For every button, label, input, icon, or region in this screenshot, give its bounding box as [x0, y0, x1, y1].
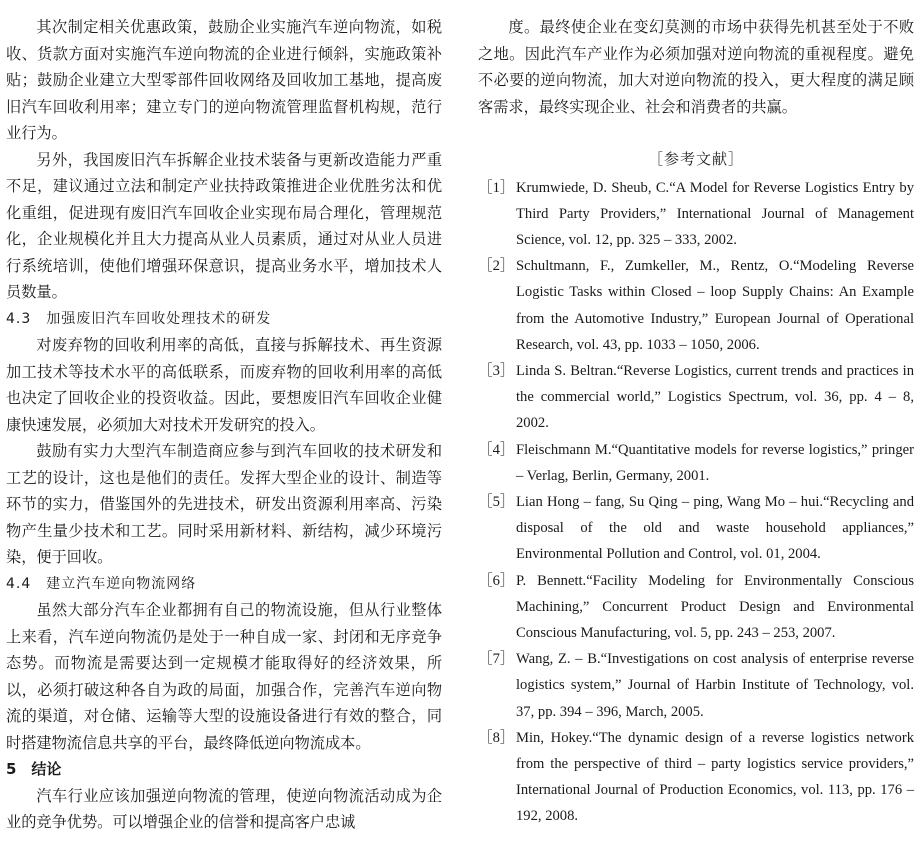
paragraph-network: 虽然大部分汽车企业都拥有自己的物流设施，但从行业整体上来看，汽车逆向物流仍是处于一种自成一家、封闭和无序竞争态势。而物流是需要达到一定规模才能取得好的经济效果，所以，必须打破这种各自为政的局面，加强合作，完善汽车逆向物流的渠道，对仓储、运输等大型的设施设备进行有效的整合，同时搭建物流信息共享的平台，最终降低逆向物流成本。: [6, 601, 442, 752]
section-4-4-heading: 4.4 建立汽车逆向物流网络: [6, 575, 197, 592]
reference-number: ［1］: [478, 179, 515, 196]
references-heading: ［参考文献］: [647, 150, 744, 168]
reference-item: [478, 489, 914, 568]
reference-number: ［8］: [478, 729, 515, 746]
reference-item: [478, 175, 914, 254]
reference-text: Schultmann, F., Zumkeller, M., Rentz, O.“Modeling Reverse Logistic Tasks within Closed – loop Supply Chains: An Example from the Automotive Industry,” European Journal of Operational Research, vol. 43, pp. 1033 – 1050, 2006.: [516, 258, 914, 353]
reference-list: [478, 175, 914, 830]
reference-item: [478, 437, 914, 489]
paragraph-conclusion-continued: 度。最终使企业在变幻莫测的市场中获得先机甚至处于不败之地。因此汽车产业作为必须加强对逆向物流的重视程度。避免不必要的逆向物流，加大对逆向物流的投入，更大程度的满足顾客需求，最终实现企业、社会和消费者的共赢。: [478, 18, 914, 116]
reference-number: ［3］: [478, 362, 515, 379]
reference-number: ［7］: [478, 651, 515, 668]
paragraph-recycling-rate: 对废弃物的回收利用率的高低，直接与拆解技术、再生资源加工技术等技术水平的高低联系，而废弃物的回收利用率的高低也决定了回收企业的投资收益。因此，要想废旧汽车回收企业健康快速发展，必须加大对技术开发研究的投入。: [6, 336, 442, 434]
reference-item: [478, 725, 914, 830]
reference-text: Linda S. Beltran.“Reverse Logistics, current trends and practices in the commercial world,” Logistics Spectrum, vol. 36, pp. 4 – 8, 2002.: [516, 362, 914, 432]
reference-text: P. Bennett.“Facility Modeling for Environmentally Conscious Machining,” Concurrent Product Design and Environmental Conscious Manufacturing, vol. 5, pp. 243 – 253, 2007.: [516, 572, 914, 641]
paragraph-upgrade: 另外，我国废旧汽车拆解企业技术装备与更新改造能力严重不足，建议通过立法和制定产业扶持政策推进企业优胜劣汰和优化重组，促进现有废旧汽车回收企业实现布局合理化，管理规范化，企业规模化并且大力提高从业人员素质，通过对从业人员进行系统培训，使他们增强环保意识，提高业务水平，增加技术人员数量。: [6, 150, 442, 301]
reference-number: ［6］: [478, 572, 515, 589]
reference-text: Fleischmann M.“Quantitative models for reverse logistics,” pringer – Verlag, Berlin, Germany, 2001.: [516, 441, 914, 484]
reference-text: Min, Hokey.“The dynamic design of a reverse logistics network from the perspective of third – party logistics service providers,” International Journal of Production Economics, vol. 113, pp. 176 – 192, 2008.: [516, 729, 914, 825]
section-5-heading: 5 结论: [6, 760, 62, 778]
paragraph-conclusion: 汽车行业应该加强逆向物流的管理，使逆向物流活动成为企业的竞争优势。可以增强企业的信誉和提高客户忠诚: [6, 786, 442, 831]
reference-text: Krumwiede, D. Sheub, C.“A Model for Reverse Logistics Entry by Third Party Providers,” International Journal of Management Science, vol. 12, pp. 325 – 333, 2002.: [516, 179, 914, 248]
reference-text: Lian Hong – fang, Su Qing – ping, Wang Mo – hui.“Recycling and disposal of the old and waste household appliances,” Environmental Pollution and Control, vol. 01, 2004.: [516, 493, 914, 563]
reference-item: [478, 358, 914, 437]
reference-item: [478, 253, 914, 358]
reference-item: [478, 568, 914, 647]
right-column: [478, 14, 914, 830]
reference-number: ［2］: [478, 258, 515, 275]
reference-number: ［4］: [478, 441, 515, 458]
paragraph-policy: 其次制定相关优惠政策，鼓励企业实施汽车逆向物流，如税收、货款方面对实施汽车逆向物流的企业进行倾斜，实施政策补贴；鼓励企业建立大型零部件回收网络及回收加工基地，提高废旧汽车回收利用率；建立专门的逆向物流管理监督机构规，范行业行为。: [6, 18, 442, 142]
reference-item: [478, 646, 914, 725]
section-4-3-heading: 4.3 加强废旧汽车回收处理技术的研发: [6, 310, 272, 327]
paragraph-manufacturers: 鼓励有实力大型汽车制造商应参与到汽车回收的技术研发和工艺的设计，这也是他们的责任。发挥大型企业的设计、制造等环节的实力，借鉴国外的先进技术，研发出资源利用率高、污染物产生量少技术和工艺。同时采用新材料、新结构，减少环境污染，便于回收。: [6, 442, 442, 566]
reference-text: Wang, Z. – B.“Investigations on cost analysis of enterprise reverse logistics system,” Journal of Harbin Institute of Technology, vol. 37, pp. 394 – 396, March, 2005.: [516, 651, 914, 720]
left-column: [6, 14, 442, 836]
reference-number: ［5］: [478, 493, 515, 510]
